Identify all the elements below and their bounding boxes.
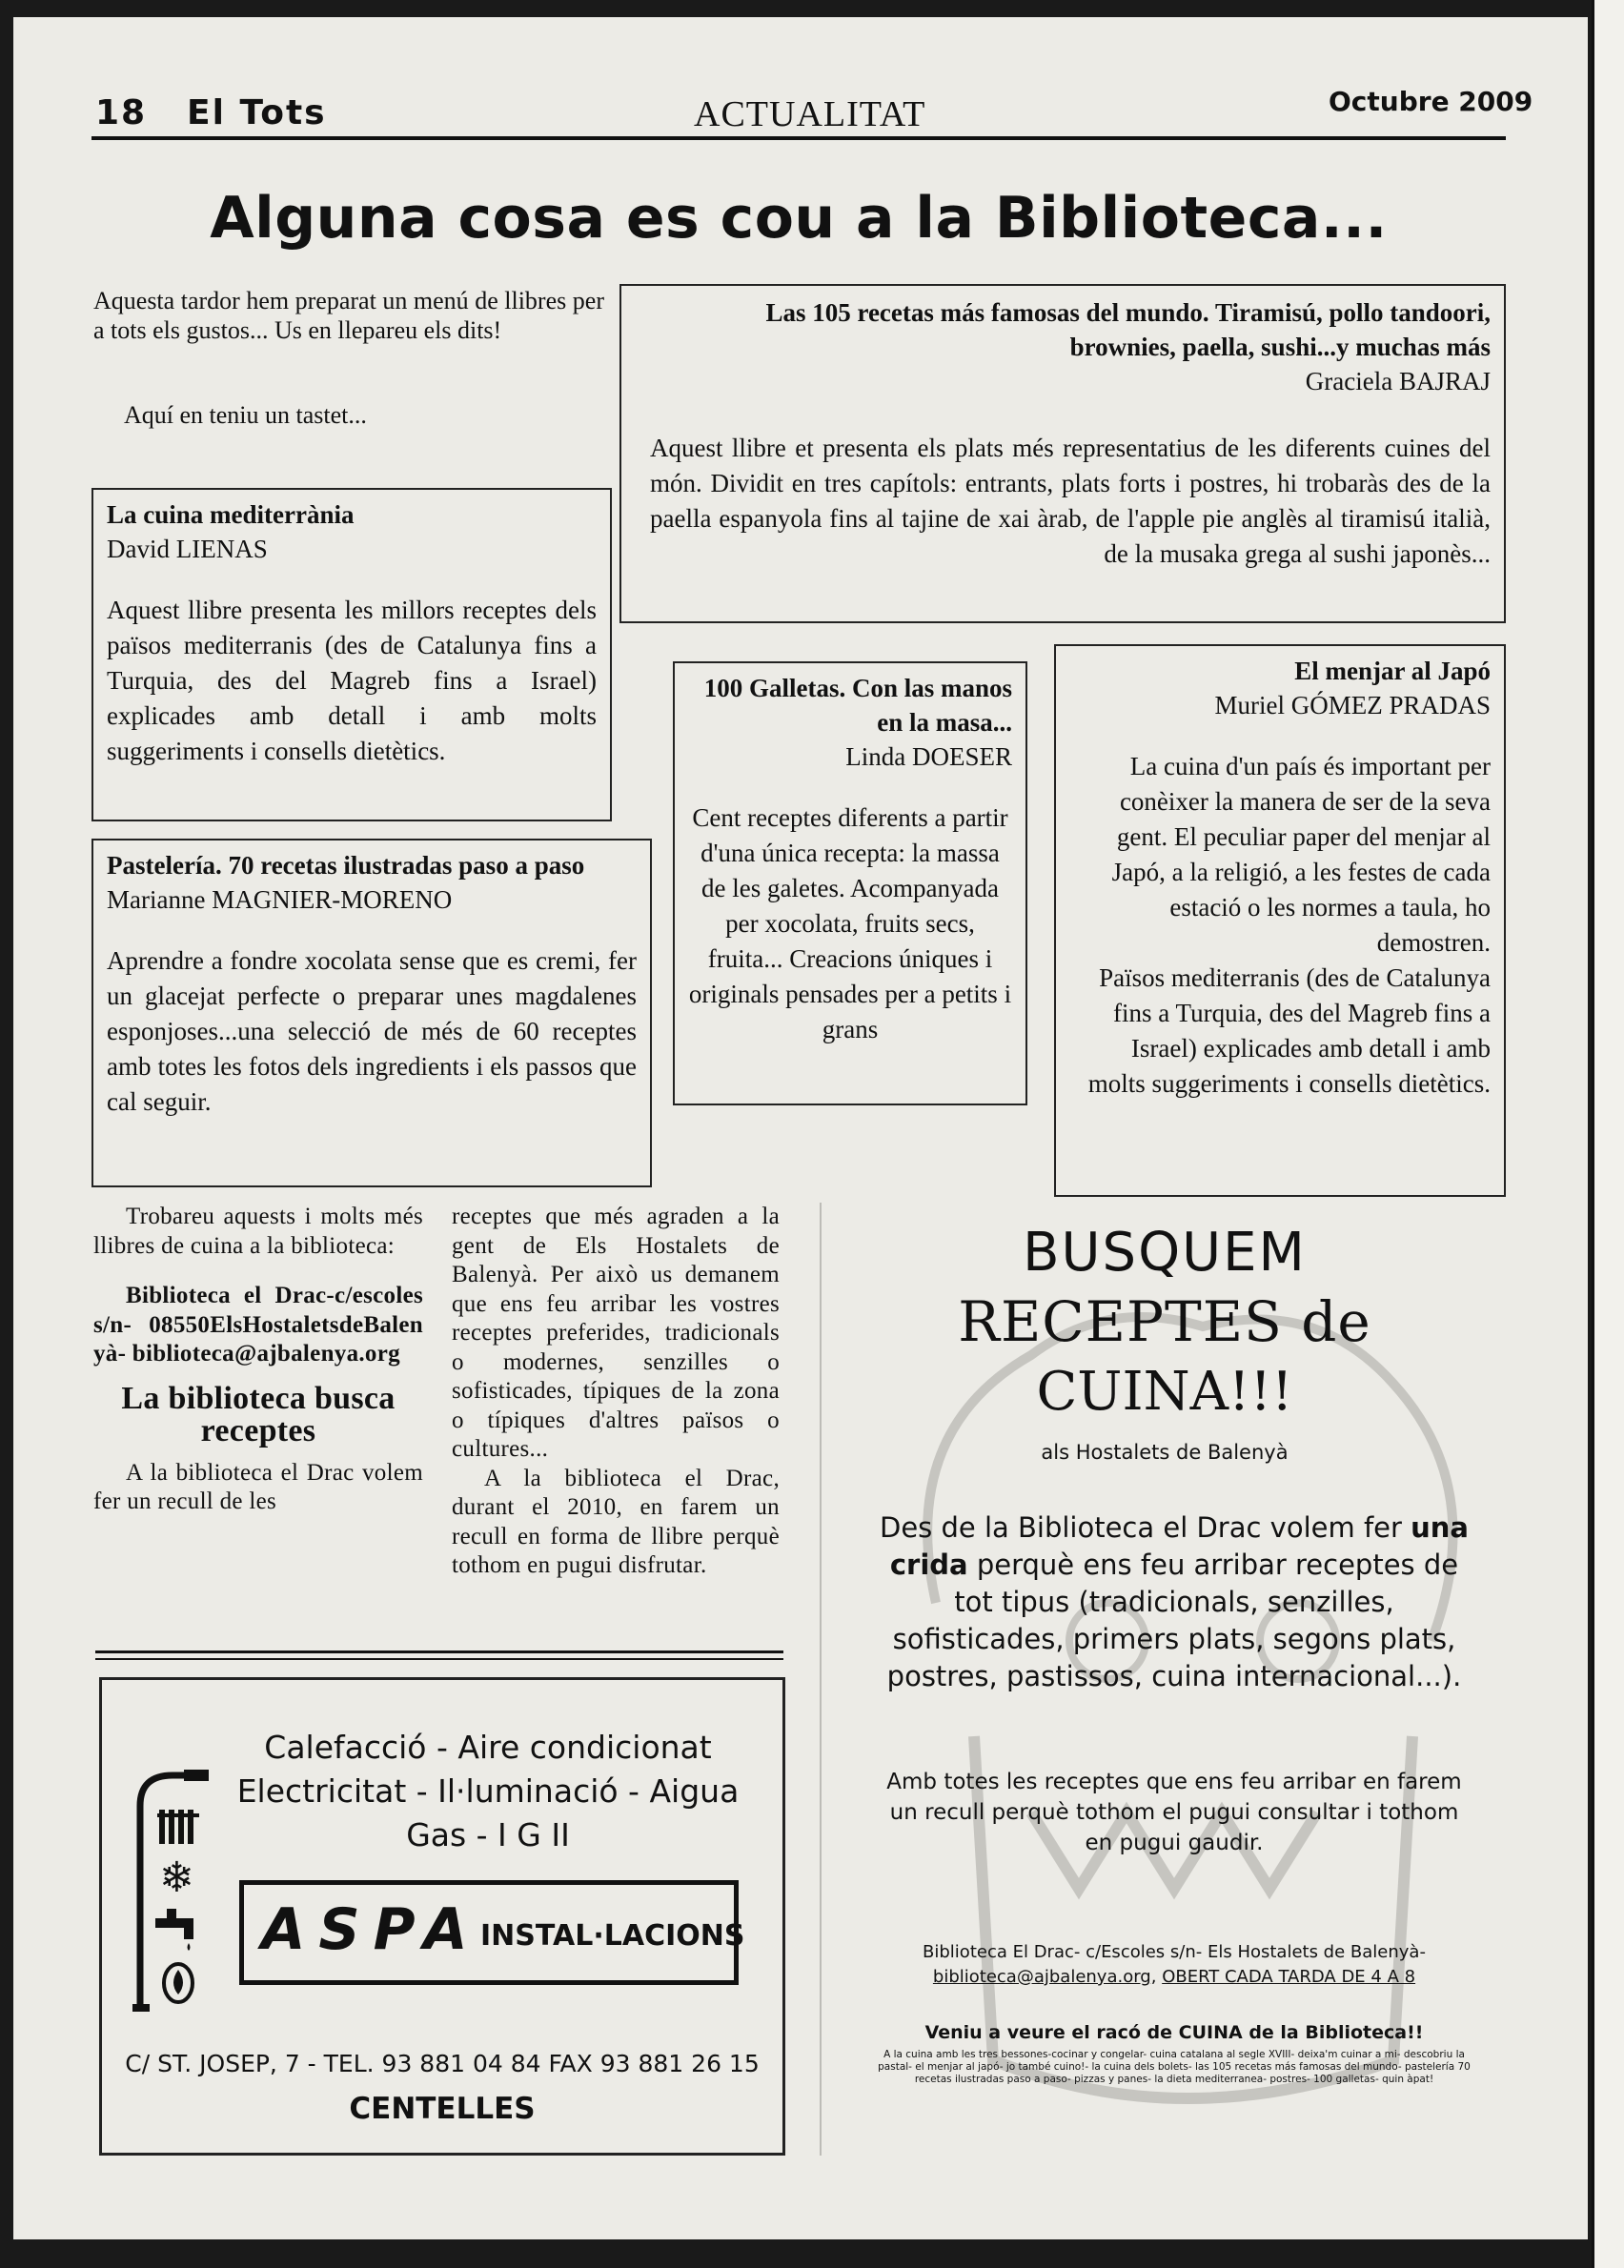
book-card-105-recetas <box>619 284 1506 623</box>
book-author: Graciela BAJRAJ <box>1305 367 1491 395</box>
book-description: Cent receptes diferents a partir d'una única recepta: la massa de les galetes. Acompanyada per xocolata, fruits secs, fruita... Creacions úniques i originals pensades per a petits i grans <box>688 803 1012 1043</box>
column-2-paragraph: receptes que més agraden a la gent de Els Hostalets de Balenyà. Per això us demanem que ens feu arribar les vostres receptes preferides, tradicionals o modernes, senzilles o sofisticades, típiques de la zona o típiques d'altres països o cultures... <box>452 1204 780 1462</box>
column-1-paragraph-2: A la biblioteca el Drac volem fer un recull de les <box>93 1459 423 1514</box>
intro-teaser: Aquí en teniu un tastet... <box>124 401 367 429</box>
book-title: Pastelería. 70 recetas ilustradas paso a paso <box>107 851 585 880</box>
book-title: 100 Galletas. Con las manos en la masa... <box>703 674 1012 737</box>
book-description: La cuina d'un país és important per conèixer la manera de ser de la seva gent. El peculiar paper del menjar al Japó, a la religió, a les festes de cada estació o les normes a taula, ho demostren. <box>1111 752 1491 957</box>
poster-corner-text: A la cuina amb les tres bessones-cocinar y congelar- cuina catalana al segle XVIII- deixa'm cuinar a mi- descobriu la pastal- el menjar al japó- jo també cuino!- la cuina dels bolets- las 105 recetas más famosas del mundo- pastelería 70 recetas ilustradas paso a paso- pizzas y panes- la dieta mediterranea- postres- 100 galletas- quin àpat! <box>878 2049 1471 2085</box>
book-title: El menjar al Japó <box>1294 657 1491 685</box>
next-page-edge <box>1592 0 1624 2268</box>
poster-collect-text: Amb totes les receptes que ens feu arribar en farem un recull perquè tothom el pugui consultar i tothom en pugui gaudir. <box>886 1770 1462 1855</box>
poster-title-line-1: BUSQUEM <box>1023 1222 1307 1284</box>
ad-services-line-3: Gas - I G II <box>406 1816 570 1853</box>
header-rule <box>91 136 1506 140</box>
snowflake-icon: ❄ <box>159 1854 194 1901</box>
radiator-icon <box>157 1810 199 1844</box>
poster-email-link[interactable]: biblioteca@ajbalenya.org <box>932 1967 1151 1987</box>
poster-busquem-receptes <box>820 1203 1508 2156</box>
column-2 <box>452 1203 780 1581</box>
section-label: ACTUALITAT <box>694 94 926 134</box>
book-author: Marianne MAGNIER-MORENO <box>107 885 453 914</box>
poster-contact-line-1: Biblioteca El Drac- c/Escoles s/n- Els Hostalets de Balenyà- <box>923 1942 1426 1962</box>
book-author: David LIENAS <box>107 535 268 563</box>
ad-services-line-1: Calefacció - Aire condicionat <box>264 1729 712 1766</box>
ad-logo-frame <box>239 1880 745 1985</box>
intro-paragraph: Aquesta tardor hem preparat un menú de llibres per a tots els gustos... Us en llepareu els dits! <box>93 287 604 344</box>
poster-title-line-2: RECEPTES de <box>958 1289 1371 1354</box>
poster-call-before: Des de la Biblioteca el Drac volem fer <box>879 1511 1402 1544</box>
book-description: Aquest llibre presenta les millors receptes dels països mediterranis (des de Catalunya fins a Turquia, des del Magreb fins a Israel) explicades amb detall i amb molts suggeriments i consells dietètics. <box>107 596 597 765</box>
book-description-2: Països mediterranis (des de Catalunya fins a Turquia, des del Magreb fins a Israel) explicades amb detall i amb molts suggeriments i consells dietètics. <box>1087 963 1491 1098</box>
poster-corner-title: Veniu a veure el racó de CUINA de la Biblioteca!! <box>924 2022 1424 2043</box>
ad-logo-subtitle: INSTAL·LACIONS <box>480 1919 745 1953</box>
faucet-icon <box>155 1909 205 1951</box>
column-2-paragraph-2: A la biblioteca el Drac, durant el 2010, en farem un recull en forma de llibre perquè tothom en pugui disfrutar. <box>452 1465 780 1578</box>
book-author: Linda DOESER <box>845 742 1012 771</box>
poster-title-line-3: CUINA!!! <box>1036 1361 1293 1423</box>
divider <box>95 1658 783 1660</box>
book-description: Aprendre a fondre xocolata sense que es cremi, fer un glacejat perfecte o preparar unes magdalenes esponjoses...una selecció de més de 60 receptes amb totes les fotos dels ingredients i els passos que cal seguir. <box>107 946 637 1116</box>
book-card-cuina-mediterrania <box>91 488 612 821</box>
poster-opening-hours: OBERT CADA TARDA DE 4 A 8 <box>1162 1967 1416 1987</box>
subheading: La biblioteca busca receptes <box>121 1380 396 1448</box>
poster-subtitle: als Hostalets de Balenyà <box>1041 1441 1289 1464</box>
poster-call <box>869 1509 1479 1695</box>
book-card-100-galletas <box>673 661 1027 1105</box>
book-description: Aquest llibre et presenta els plats més representatius de les diferents cuines del món. Dividit en tres capítols: entrants, plats forts i postres, hi trobaràs des de la paella espanyola fins al tajine de xai àrab, de l'apple pie anglès al tiramisú italià, de la musaka grega al sushi japonès... <box>650 434 1491 568</box>
book-card-pasteleria <box>91 839 652 1187</box>
ad-aspa-instalacions <box>99 1677 785 2156</box>
publication-name: El Tots <box>187 93 327 132</box>
ad-address: C/ ST. JOSEP, 7 - TEL. 93 881 04 84 FAX 93 881 26 15 <box>125 2050 760 2077</box>
library-address: Biblioteca el Drac-c/escoles s/n- 08550ElsHostaletsdeBalenyà- biblioteca@ajbalenya.org <box>93 1283 423 1367</box>
page-number: 18 <box>95 93 148 132</box>
column-1 <box>93 1203 423 1517</box>
headline: Alguna cosa es cou a la Biblioteca... <box>210 185 1388 252</box>
poster-call-bold: una crida <box>889 1511 1470 1581</box>
book-author: Muriel GÓMEZ PRADAS <box>1214 691 1491 719</box>
ad-services-line-2: Electricitat - Il·luminació - Aigua <box>236 1772 740 1810</box>
divider <box>95 1650 783 1653</box>
ad-town: CENTELLES <box>349 2092 536 2126</box>
book-title: Las 105 recetas más famosas del mundo. Tiramisú, pollo tandoori, brownies, paella, sushi...y muchas más <box>765 298 1491 361</box>
book-title: La cuina mediterrània <box>107 500 355 529</box>
column-1-paragraph: Trobareu aquests i molts més llibres de cuina a la biblioteca: <box>93 1204 423 1259</box>
book-card-menjar-japo <box>1054 644 1506 1197</box>
poster-contact: Biblioteca El Drac- c/Escoles s/n- Els Hostalets de Balenyà- biblioteca@ajbalenya.org, OBERT CADA TARDA DE 4 A 8 <box>841 1940 1508 1990</box>
issue-date: Octubre 2009 <box>1329 86 1533 117</box>
flame-icon <box>159 1958 197 2006</box>
ad-logo: ASPA <box>261 1896 481 1963</box>
poster-call-after: perquè ens feu arribar receptes de tot tipus (tradicionals, senzilles, sofisticades, primers plats, segons plats, postres, pastissos, cuina internacional...). <box>886 1549 1462 1692</box>
